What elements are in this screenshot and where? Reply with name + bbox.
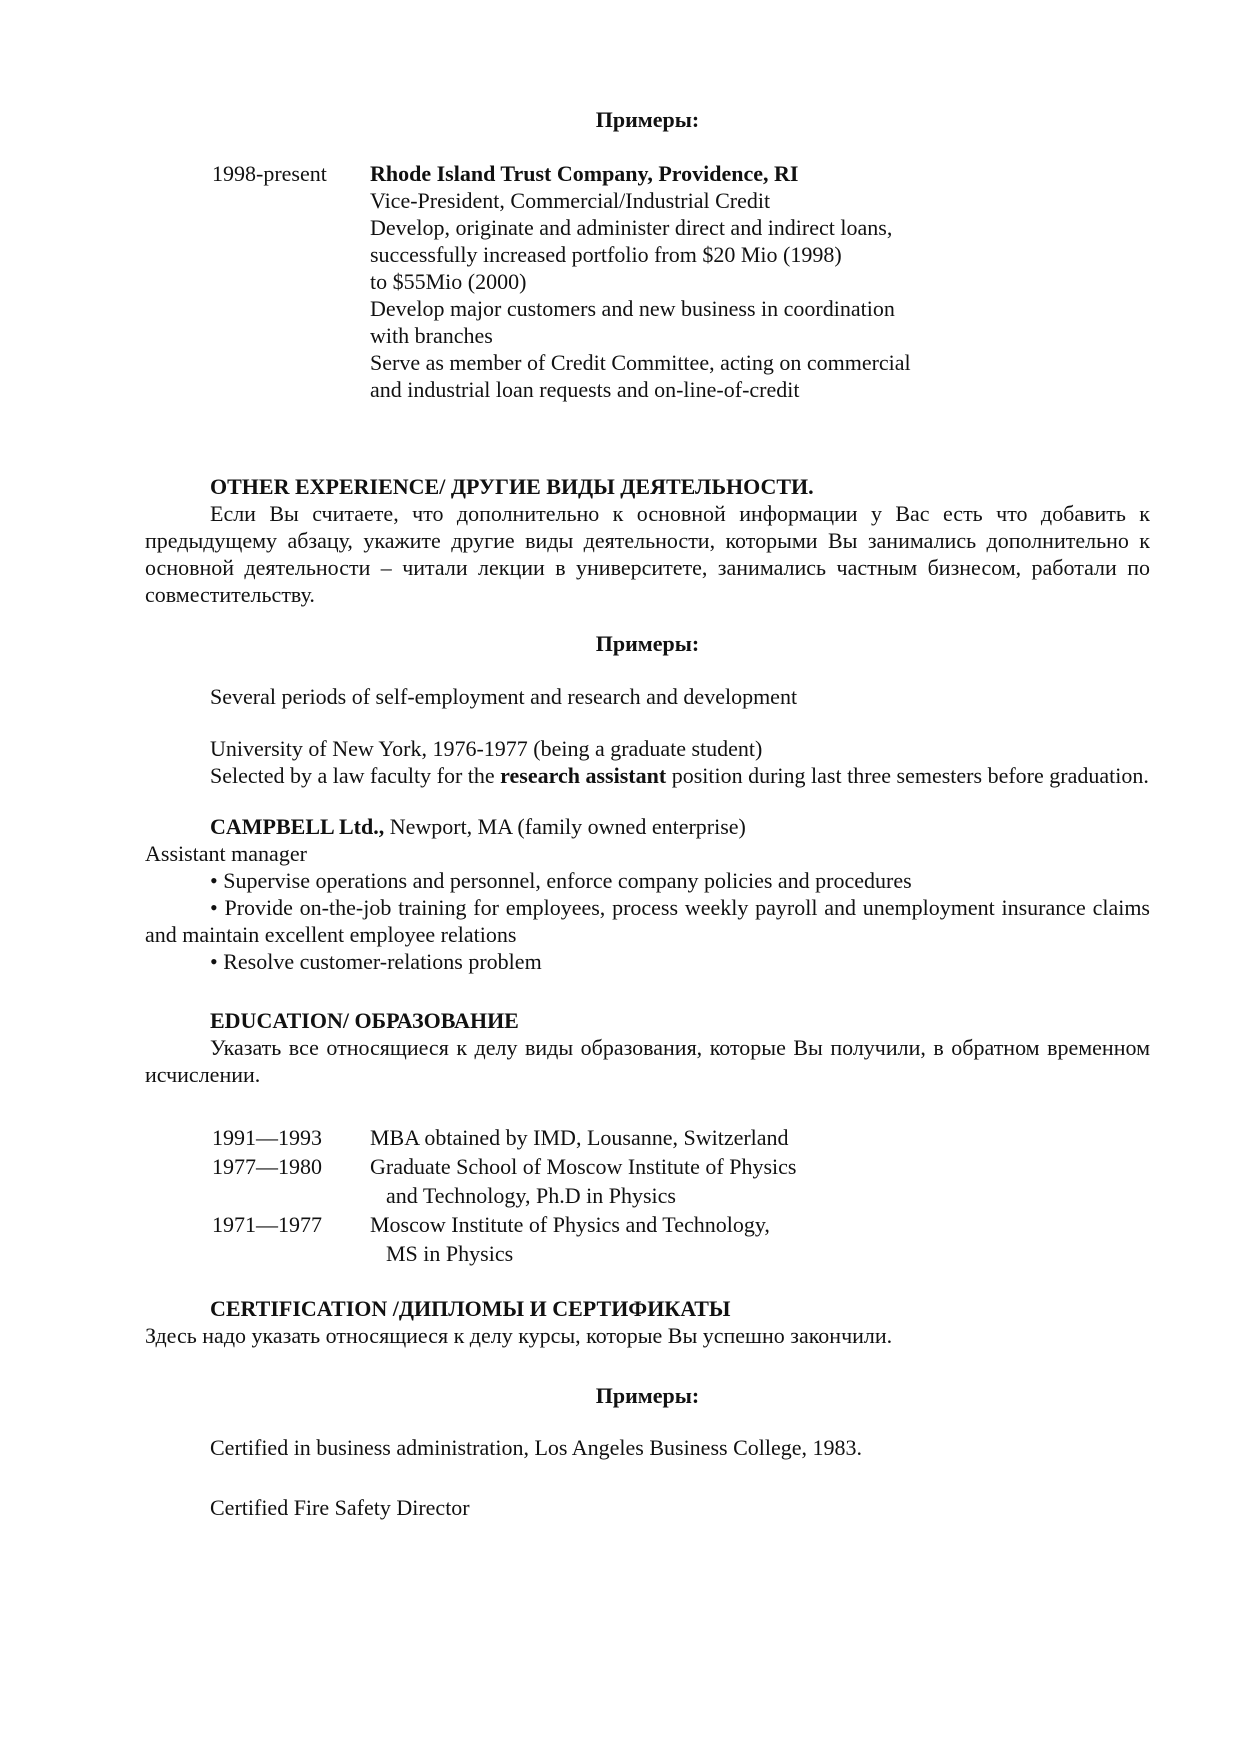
job-line: and industrial loan requests and on-line-of-credit <box>370 377 800 402</box>
education-entry <box>370 1152 1150 1210</box>
job-line: Serve as member of Credit Committee, acting on commercial <box>370 350 911 375</box>
campbell-bullet: • Resolve customer-relations problem <box>210 949 542 974</box>
examples-heading-3: Примеры: <box>595 1383 700 1408</box>
job-line: successfully increased portfolio from $20 Mio (1998) <box>370 242 842 267</box>
certification-example-2: Certified Fire Safety Director <box>210 1495 470 1520</box>
research-assistant-prefix: Selected by a law faculty for the <box>210 763 501 788</box>
job-experience-block <box>145 160 1150 403</box>
job-line: with branches <box>370 323 493 348</box>
education-entry <box>370 1210 1150 1268</box>
certification-heading: CERTIFICATION /ДИПЛОМЫ И СЕРТИФИКАТЫ <box>210 1296 731 1321</box>
job-line: Develop, originate and administer direct and indirect loans, <box>370 215 893 240</box>
other-experience-paragraph: Если Вы считаете, что дополнительно к основной информации у Вас есть что добавить к предыдущему абзацу, укажите другие виды деятельности, которыми Вы занимались дополнительно к основной деятельности – читали лекции в университете, занимались частным бизнесом, работали по совместительству. <box>145 501 1150 607</box>
education-dates: 1971—1977 <box>212 1212 322 1237</box>
examples-heading-2: Примеры: <box>595 631 700 656</box>
document-content <box>145 0 1150 1521</box>
campbell-role: Assistant manager <box>145 841 307 866</box>
education-line: and Technology, Ph.D in Physics <box>386 1183 676 1208</box>
education-dates: 1977—1980 <box>212 1154 322 1179</box>
education-row <box>145 1123 1150 1152</box>
education-entry <box>370 1123 1150 1152</box>
example-university: University of New York, 1976-1977 (being a graduate student) <box>210 736 763 761</box>
campbell-title-line <box>145 813 1150 840</box>
example-research-assistant <box>145 762 1150 789</box>
education-heading: EDUCATION/ ОБРАЗОВАНИЕ <box>210 1008 519 1033</box>
campbell-location: Newport, MA (family owned enterprise) <box>384 814 746 839</box>
certification-example-1: Certified in business administration, Los Angeles Business College, 1983. <box>210 1435 862 1460</box>
campbell-bullet: • Provide on-the-job training for employees, process weekly payroll and unemployment insurance claims and maintain excellent employee relations <box>145 895 1150 947</box>
job-date-range: 1998-present <box>212 161 327 186</box>
education-paragraph: Указать все относящиеся к делу виды образования, которые Вы получили, в обратном временном исчислении. <box>145 1035 1150 1087</box>
research-assistant-suffix: position during last three semesters before graduation. <box>666 763 1149 788</box>
job-line: Develop major customers and new business in coordination <box>370 296 895 321</box>
job-line: Vice-President, Commercial/Industrial Credit <box>370 188 771 213</box>
education-row <box>145 1210 1150 1268</box>
other-experience-heading: OTHER EXPERIENCE/ ДРУГИЕ ВИДЫ ДЕЯТЕЛЬНОСТИ. <box>210 474 814 499</box>
certification-paragraph: Здесь надо указать относящиеся к делу курсы, которые Вы успешно закончили. <box>145 1323 893 1348</box>
job-company: Rhode Island Trust Company, Providence, RI <box>370 161 799 186</box>
campbell-name: CAMPBELL Ltd., <box>210 814 385 839</box>
education-row <box>145 1152 1150 1210</box>
job-description <box>370 160 1150 403</box>
research-assistant-bold: research assistant <box>500 763 667 788</box>
education-line: Graduate School of Moscow Institute of Physics <box>370 1154 797 1179</box>
campbell-bullet: • Supervise operations and personnel, enforce company policies and procedures <box>210 868 912 893</box>
job-line: to $55Mio (2000) <box>370 269 527 294</box>
education-line: MBA obtained by IMD, Lousanne, Switzerland <box>370 1125 789 1150</box>
examples-heading-1: Примеры: <box>595 107 700 132</box>
example-self-employment: Several periods of self-employment and research and development <box>210 684 798 709</box>
education-line: Moscow Institute of Physics and Technology, <box>370 1212 770 1237</box>
education-line: MS in Physics <box>386 1241 514 1266</box>
education-table <box>145 1123 1150 1268</box>
campbell-block <box>145 813 1150 975</box>
education-dates: 1991—1993 <box>212 1125 322 1150</box>
